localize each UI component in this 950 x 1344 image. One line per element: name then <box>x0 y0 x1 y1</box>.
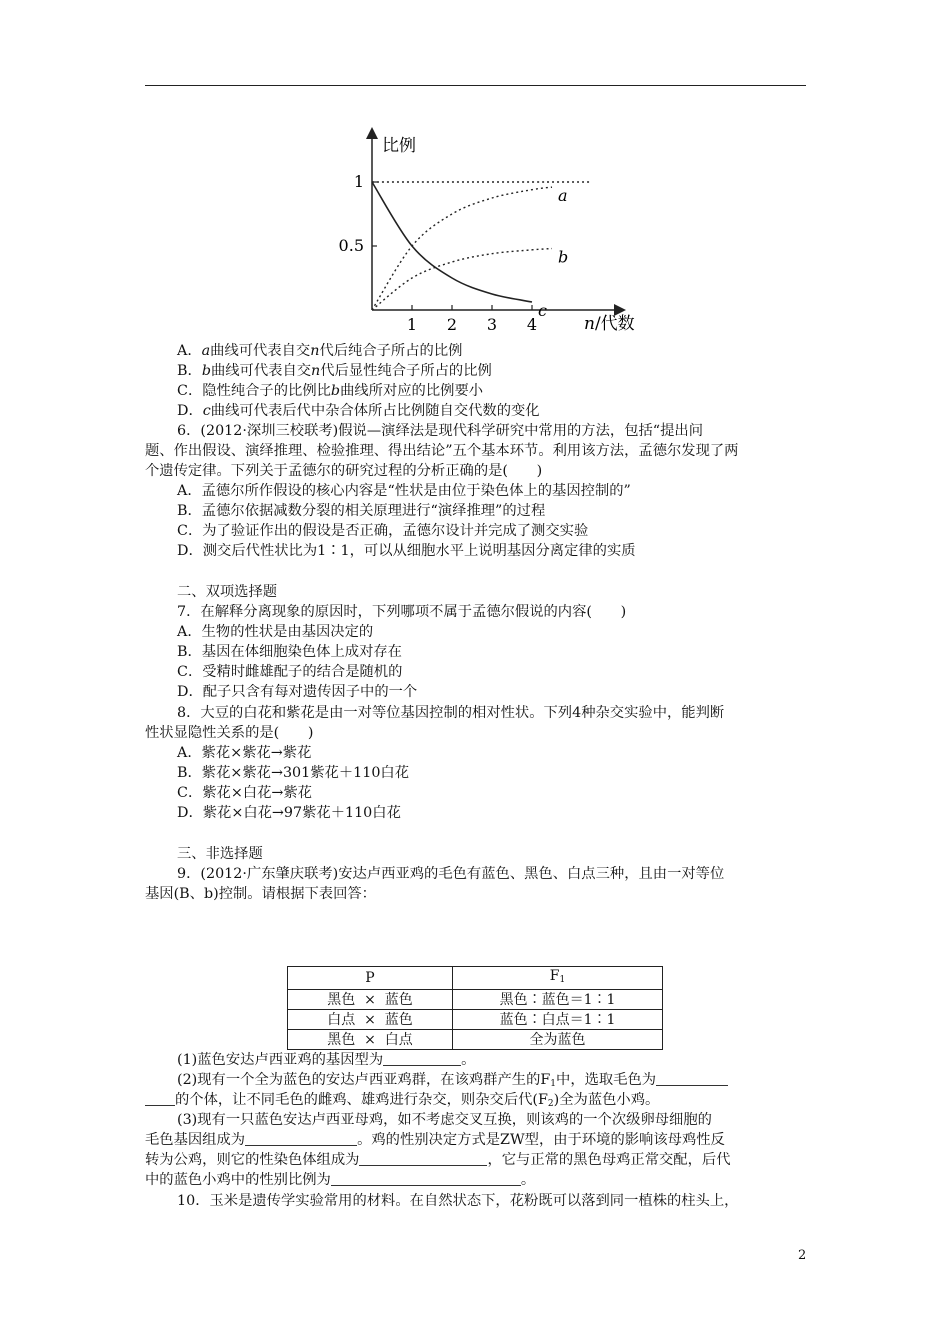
y-tick-label: 0.5 <box>338 236 364 255</box>
q8-option-b: B．紫花×紫花→301紫花＋110白花 <box>177 765 410 781</box>
table-cell: 黑色 × 蓝色 <box>288 990 453 1010</box>
q6-option-b: B．孟德尔依据减数分裂的相关原理进行“演绎推理”的过程 <box>177 503 546 519</box>
q8-stem-line2: 性状显隐性关系的是( ) <box>145 725 314 741</box>
x-tick-label: 1 <box>406 315 418 334</box>
q9-sub1: (1)蓝色安达卢西亚鸡的基因型为 。 <box>177 1052 476 1068</box>
table-cell: 黑色 × 白点 <box>288 1030 453 1050</box>
table-header-p: P <box>288 967 453 990</box>
page-number: 2 <box>798 1248 807 1263</box>
series-c-line <box>372 182 532 302</box>
header-rule <box>145 85 806 86</box>
table-cell: 全为蓝色 <box>453 1030 663 1050</box>
series-label-b: b <box>558 247 569 267</box>
q5-option-d: D．c曲线可代表后代中杂合体所占比例随自交代数的变化 <box>177 403 540 419</box>
q9-sub3-line1: (3)现有一只蓝色安达卢西亚母鸡，如不考虑交叉互换，则该鸡的一个次级卵母细胞的 <box>177 1112 712 1128</box>
q9-stem-line1: 9．(2012·广东肇庆联考)安达卢西亚鸡的毛色有蓝色、黑色、白点三种，且由一对等位 <box>177 866 725 882</box>
q9-sub2-line2: 的个体，让不同毛色的雌鸡、雄鸡进行杂交，则杂交后代$(F_2)$全为蓝色小鸡。 <box>145 1090 659 1114</box>
answer-blank[interactable] <box>656 1071 728 1086</box>
table-header-row <box>288 967 663 990</box>
q5-option-a: A．a曲线可代表自交n代后纯合子所占的比例 <box>177 343 463 359</box>
q7-option-d: D．配子只含有每对遗传因子中的一个 <box>177 684 418 700</box>
q8-option-d: D．紫花×白花→97紫花＋110白花 <box>177 805 401 821</box>
y-tick-label: 1 <box>353 172 364 191</box>
series-label-a: a <box>558 186 568 206</box>
q9-stem-line2: 基因(B、b)控制。请根据下表回答： <box>145 886 376 902</box>
q6-option-c: C．为了验证作出的假设是否正确，孟德尔设计并完成了测交实验 <box>177 523 589 539</box>
q6-stem-line1: 6．(2012·深圳三校联考)假说—演绎法是现代科学研究中常用的方法，包括“提出问 <box>177 423 703 439</box>
x-axis-label: n/代数 <box>584 314 635 334</box>
y-axis-label: 比例 <box>382 136 416 156</box>
q6-stem-line2: 题、作出假设、演绎推理、检验推理、得出结论”五个基本环节。利用该方法，孟德尔发现了两 <box>145 443 739 459</box>
table-cell: 黑色∶蓝色＝1∶1 <box>453 990 663 1010</box>
answer-blank[interactable] <box>383 1051 461 1066</box>
table-row <box>288 990 663 1010</box>
q7-option-a: A．生物的性状是由基因决定的 <box>177 624 374 640</box>
q9-sub3-line2: 毛色基因组成为 。鸡的性别决定方式是ZW型，由于环境的影响该母鸡性反 <box>145 1132 725 1148</box>
q9-sub2-line1: (2)现有一个全为蓝色的安达卢西亚鸡群，在该鸡群产生的$F_1$中，选取毛色为 <box>177 1070 728 1094</box>
q7-stem: 7．在解释分离现象的原因时，下列哪项不属于孟德尔假说的内容( ) <box>177 604 627 620</box>
q5-option-c: C．隐性纯合子的比例比b曲线所对应的比例要小 <box>177 383 484 399</box>
answer-blank[interactable] <box>359 1151 487 1166</box>
q7-option-c: C．受精时雌雄配子的结合是随机的 <box>177 664 403 680</box>
x-tick-label: 4 <box>526 315 538 334</box>
q6-option-a: A．孟德尔所作假设的核心内容是“性状是由位于染色体上的基因控制的” <box>177 483 631 499</box>
q8-stem-line1: 8．大豆的白花和紫花是由一对等位基因控制的相对性状。下列4种杂交实验中，能判断 <box>177 705 725 721</box>
q8-option-c: C．紫花×白花→紫花 <box>177 785 312 801</box>
q5-option-b: B．b曲线可代表自交n代后显性纯合子所占的比例 <box>177 363 492 379</box>
q10-stem: 10．玉米是遗传学实验常用的材料。在自然状态下，花粉既可以落到同一植株的柱头上， <box>177 1193 739 1209</box>
table-cell: 白点 × 蓝色 <box>288 1010 453 1030</box>
q7-option-b: B．基因在体细胞染色体上成对存在 <box>177 644 402 660</box>
series-label-c: c <box>538 301 547 320</box>
table-cell: 蓝色∶白点＝1∶1 <box>453 1010 663 1030</box>
table-header-f1: $F_1$ <box>453 967 663 990</box>
section-heading-3: 三、非选择题 <box>177 846 263 862</box>
answer-blank[interactable] <box>145 1091 175 1106</box>
q6-option-d: D．测交后代性状比为1∶1，可以从细胞水平上说明基因分离定律的实质 <box>177 543 636 559</box>
answer-blank[interactable] <box>331 1171 521 1186</box>
q9-sub3-line4: 中的蓝色小鸡中的性别比例为 。 <box>145 1172 536 1188</box>
answer-blank[interactable] <box>245 1131 357 1146</box>
series-a-line <box>372 187 552 310</box>
chart <box>330 125 650 340</box>
q8-option-a: A．紫花×紫花→紫花 <box>177 745 312 761</box>
q6-stem-line3: 个遗传定律。下列关于孟德尔的研究过程的分析正确的是( ) <box>145 463 543 479</box>
q9-sub3-line3: 转为公鸡，则它的性染色体组成为 ，它与正常的黑色母鸡正常交配，后代 <box>145 1152 731 1168</box>
x-tick-label: 2 <box>446 315 458 334</box>
table-row <box>288 1030 663 1050</box>
section-heading-2: 二、双项选择题 <box>177 584 278 600</box>
table-row <box>288 1010 663 1030</box>
x-tick-label: 3 <box>486 315 498 334</box>
cross-results-table <box>287 966 663 1050</box>
